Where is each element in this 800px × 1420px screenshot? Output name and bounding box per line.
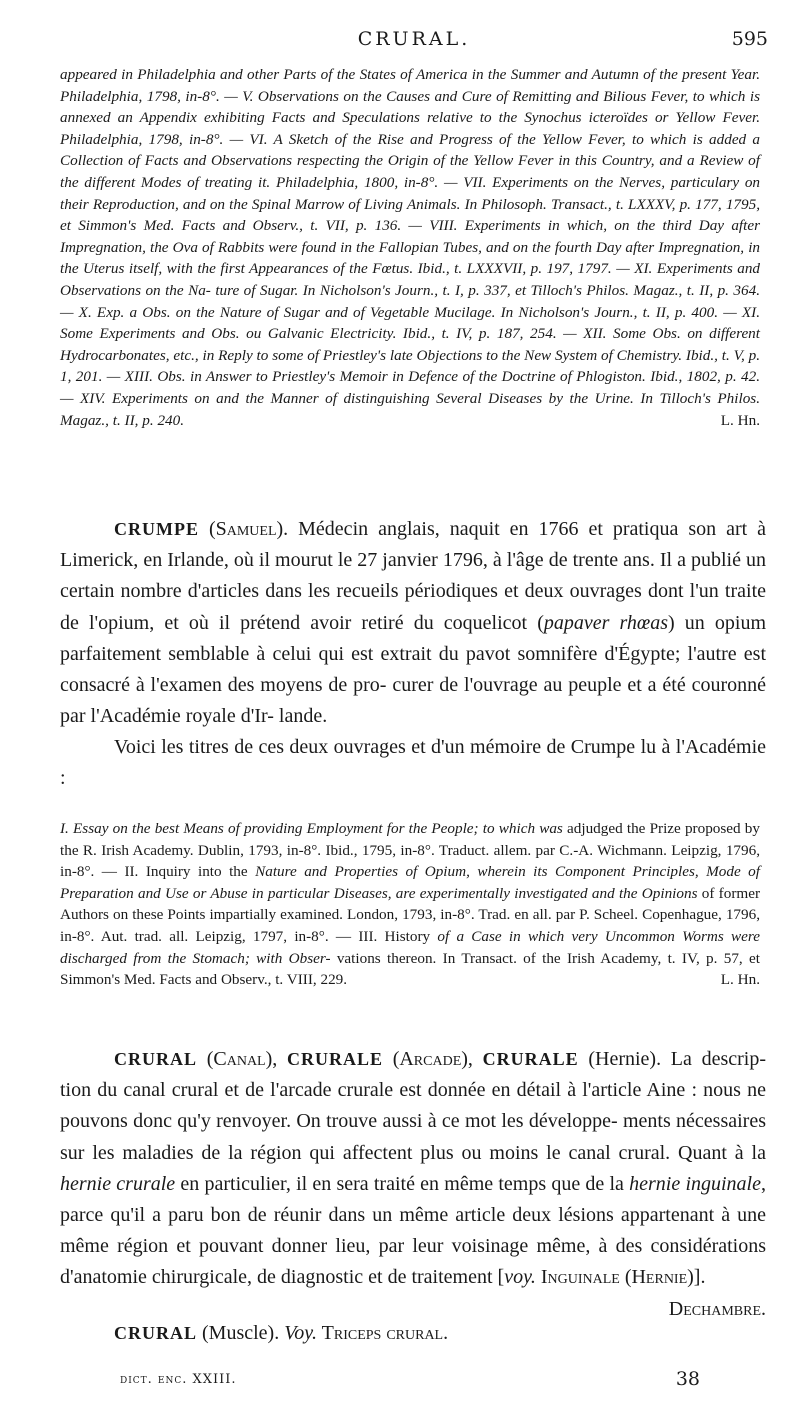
biblio-line: Nature and Properties of Opium, wherein its Component Principles, Mode of Preparation bbox=[60, 863, 760, 902]
biblio-line: this Country, and a Review of the different Modes of treating it. Philadelphia, 1800, in-8°. bbox=[60, 152, 760, 191]
biblio-line: Facts and Speculations relative to the Synochus icteroïdes or Yellow Fever. Philadelphia, bbox=[60, 109, 760, 148]
biblio-line: — VII. Experiments on the Nerves, particulary on their Reproduction, and on the Spinal bbox=[60, 173, 761, 213]
running-title: CRURAL. bbox=[357, 28, 471, 50]
text-line: nous ne pouvons donc qu'y renvoyer. On trouve aussi à ce mot les développe- bbox=[60, 1079, 766, 1133]
author-signature: L. Hn. bbox=[720, 971, 760, 989]
author-signature: Dechambre. bbox=[668, 1297, 766, 1320]
page-number: 595 bbox=[731, 28, 768, 50]
works-intro bbox=[60, 732, 766, 794]
biblio-line: after Impregnation, the Ova of Rabbits were found in the Fallopian Tubes, and on the bbox=[60, 217, 761, 256]
article-crural bbox=[60, 1044, 766, 1325]
crumpe-bibliography bbox=[60, 818, 760, 991]
biblio-line: t. II, p. 400. — XI. Some Experiments and Obs. ou Galvanic Electricity. Ibid., t. IV, bbox=[60, 303, 761, 343]
biblio-line: ture of Sugar. In Nicholson's Journ., t. I, p. 337, et Tilloch's Philos. Magaz., t. II, p. 364. bbox=[215, 281, 760, 299]
biblio-line: in-8°. Traduct. allem. par C.-A. Wichmann. Leipzig, 1796, in-8°. — II. Inquiry into the bbox=[60, 841, 760, 881]
author-signature: L. Hn. bbox=[720, 411, 760, 429]
text-fragment: diagnostic et de traitement [ bbox=[280, 1266, 505, 1289]
text-line: ouvrages dont l'un traite de l'opium, et où il prétend avoir retiré du coquelicot bbox=[60, 580, 767, 634]
text-line: tion du canal crural et de l'arcade crurale est donnée en détail à l'article Aine : bbox=[60, 1079, 698, 1102]
italic-term: Voy. bbox=[284, 1322, 317, 1344]
biblio-line: p. 187, 254. — XII. Some Obs. on different Hydrocarbonates, etc., in Reply to some of bbox=[60, 325, 760, 364]
text-line: Médecin anglais, naquit en 1766 et pratiqua son art à bbox=[288, 518, 767, 540]
crawford-bibliography bbox=[60, 64, 760, 431]
italic-term: voy. bbox=[504, 1266, 536, 1289]
text-line: ments nécessaires sur les maladies de la région qui affectent plus ou moins le bbox=[60, 1110, 766, 1164]
page-footer bbox=[120, 1368, 700, 1394]
text-line: Limerick, en Irlande, où il mourut le 27 janvier 1796, à l'âge de trente ans. Il a bbox=[60, 549, 686, 572]
text-line: pavot somnifère d'Égypte; l'autre est consacré à l'examen des moyens de pro- bbox=[60, 642, 766, 697]
biblio-line: the Urine. In Tilloch's Philos. Magaz., t. II, p. 240. bbox=[60, 389, 761, 429]
qualifier: (Muscle). bbox=[197, 1322, 285, 1344]
biblio-line: — X. Exp. a Obs. on the Nature of Sugar and of Vegetable Mucilage. In Nicholson's Journ., bbox=[60, 303, 638, 321]
biblio-line: and Cure of Remitting and Bilious Fever, to which is annexed an Appendix exhibiting bbox=[60, 87, 760, 127]
biblio-line: fourth Day after Impregnation, in the Uterus itself, with the first Appearances of the bbox=[60, 238, 761, 278]
article-headword: CRURALE bbox=[286, 1049, 383, 1069]
biblio-line: vations thereon. In Transact. of the Irish Academy, t. IV, p. 57, et Simmon's Med. Facts bbox=[60, 949, 760, 989]
biblio-line: appeared in Philadelphia and other Parts of the States of America in the Summer and bbox=[60, 66, 588, 83]
latin-name: papaver rhœas bbox=[543, 611, 669, 634]
biblio-line: 1798, in-8°. — VI. A Sketch of the Rise and Progress of the Yellow Fever, to which is bbox=[148, 130, 703, 148]
biblio-line: par P. Scheel. Copenhague, 1796, in-8°. Aut. trad. all. Leipzig, 1797, in-8°. — III. History bbox=[60, 906, 761, 945]
biblio-line: adjudged the Prize proposed by the R. Irish Academy. Dublin, 1793, in-8°. Ibid., 1795, bbox=[60, 820, 760, 859]
biblio-line: XIII. Obs. in Answer to Priestley's Memoir in Defence of the Doctrine of Phlogiston. Ibid., bbox=[124, 368, 683, 386]
text-line: lande. bbox=[278, 705, 328, 728]
author-name: (Samuel). bbox=[208, 518, 289, 540]
article-headword: CRURALE bbox=[482, 1049, 579, 1069]
biblio-line: and Use or Abuse in particular Diseases, are experimentally investigated and the Opinions bbox=[137, 884, 698, 902]
article-headword: CRURAL bbox=[114, 1323, 198, 1343]
italic-term: hernie crurale bbox=[60, 1172, 176, 1195]
text-line: curer de l'ouvrage au peuple et a été couronné par l'Académie royale d'Ir- bbox=[60, 674, 767, 728]
text-fragment: en particulier, il en sera traité en même bbox=[175, 1172, 494, 1195]
text-fragment: ) un opium parfaitement semblable à celui qui est extrait du bbox=[60, 611, 767, 665]
text-line: lieu, par leur voisinage même, à des considérations d'anatomie chirurgicale, de bbox=[60, 1235, 767, 1289]
article-headword: CRUMPE bbox=[114, 519, 199, 539]
biblio-line: Priestley's late Objections to the New System of Chemistry. Ibid., t. V, p. 1, 201. — bbox=[60, 346, 760, 386]
cross-reference: Triceps crural. bbox=[317, 1322, 449, 1344]
biblio-line: Autumn of the present Year. Philadelphia, 1798, in-8°. — V. Observations on the Causes bbox=[60, 66, 760, 105]
biblio-line: I. Essay on the best Means of providing Employment for the People; to which was bbox=[60, 820, 563, 837]
biblio-line: Marrow of Living Animals. In Philosoph. Transact., t. LXXXV, p. 177, 1795, et Simmon's bbox=[60, 195, 761, 235]
biblio-line: Med. Facts and Observ., t. VII, p. 136. — VIII. Experiments in which, on the third Day bbox=[143, 217, 725, 235]
running-head bbox=[60, 28, 768, 58]
text-line: l'Académie : bbox=[60, 736, 767, 790]
article-crural-muscle bbox=[60, 1318, 766, 1349]
article-headword: CRURAL bbox=[114, 1049, 198, 1069]
signature-mark: dict. enc. XXIII. bbox=[120, 1372, 237, 1387]
text-fragment: canal crural. Quant à la bbox=[568, 1141, 766, 1164]
qualifier: (Canal), bbox=[197, 1048, 287, 1070]
text-line: Voici les titres de ces deux ouvrages et d'un mémoire de Crumpe lu à bbox=[114, 736, 671, 758]
biblio-line: 1802, p. 42. — XIV. Experiments on and the Manner of distinguishing Several Diseases by bbox=[60, 368, 761, 407]
qualifier: (Arcade), bbox=[383, 1048, 483, 1070]
biblio-line: of a Case in which very Uncommon Worms were discharged from the Stomach; with Obser- bbox=[60, 927, 760, 967]
text-fragment: temps que de la bbox=[498, 1172, 630, 1195]
cross-reference: Inguinale (Hernie)]. bbox=[535, 1266, 706, 1289]
article-crumpe bbox=[60, 514, 766, 732]
text-line: publié un certain nombre d'articles dans les recueils périodiques et deux bbox=[60, 549, 766, 603]
italic-term: hernie inguinale bbox=[629, 1172, 761, 1195]
biblio-line: of former Authors on these Points impartially examined. London, 1793, in-8°. Trad. en all. bbox=[60, 884, 761, 924]
text-line: même article deux lésions appartenant à une même région et pouvant donner bbox=[60, 1204, 767, 1258]
text-fragment: ( bbox=[537, 611, 544, 634]
biblio-line: Fœtus. Ibid., t. LXXXVII, p. 197, 1797. — XI. Experiments and Observations on the Na- bbox=[60, 260, 761, 299]
biblio-line: added a Collection of Facts and Observations respecting the Origin of the Yellow Fever in bbox=[60, 130, 761, 170]
text-fragment: , parce qu'il a paru bon de réunir dans un bbox=[60, 1172, 766, 1227]
sheet-number: 38 bbox=[675, 1368, 700, 1390]
qualifier: (Hernie). La descrip- bbox=[578, 1048, 766, 1070]
biblio-line: and Observ., t. VIII, 229. bbox=[195, 971, 348, 989]
